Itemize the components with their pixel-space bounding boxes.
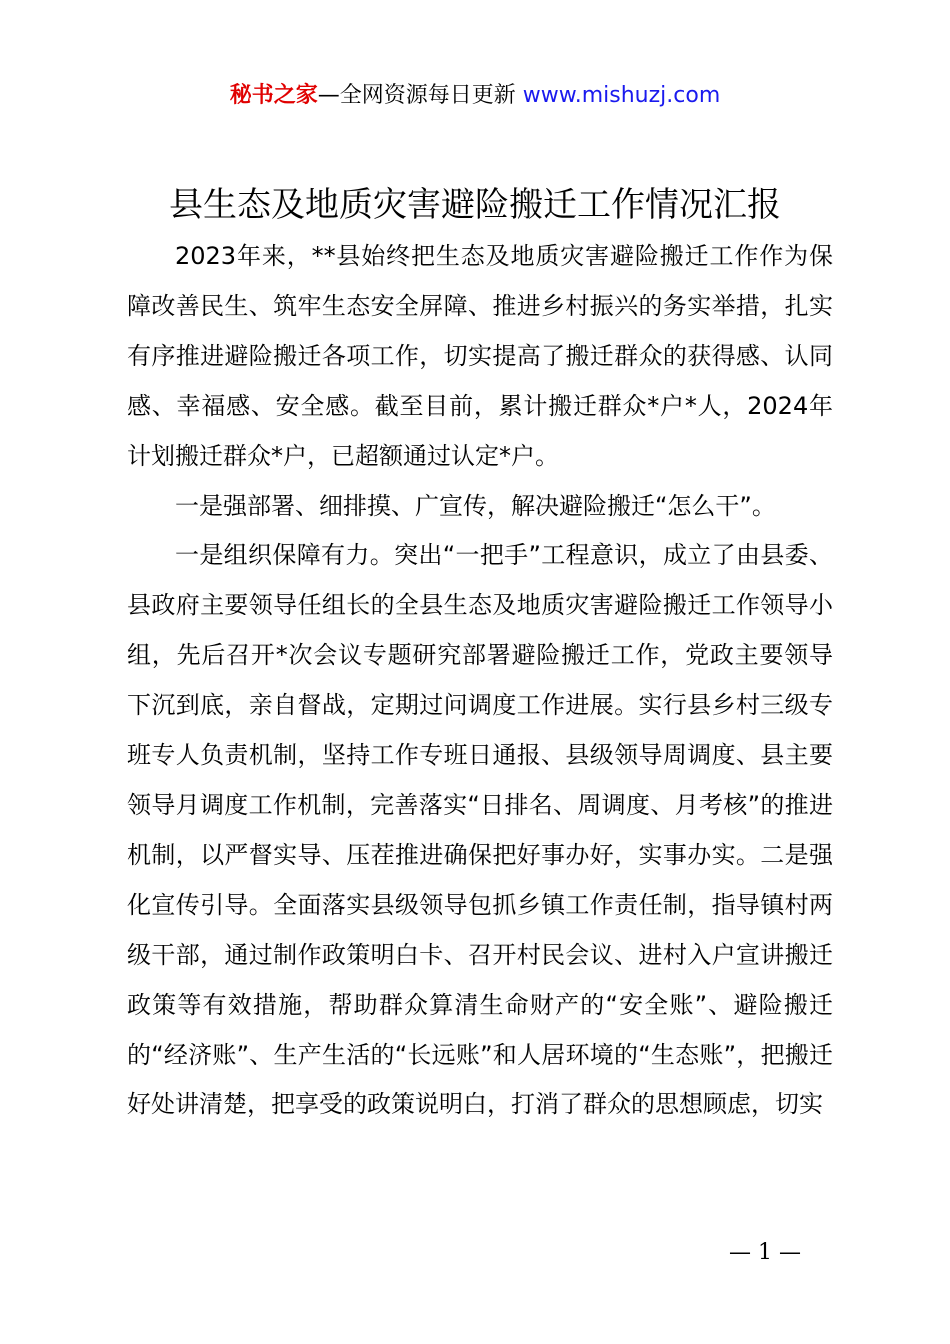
brand-name: 秘书之家 — [229, 83, 318, 108]
page-number: — 1 — — [729, 1240, 801, 1265]
paragraph-intro: 2023年来，**县始终把生态及地质灾害避险搬迁工作作为保障改善民生、筑牢生态安全屏障、推进乡村振兴的务实举措，扎实有序推进避险搬迁各项工作，切实提高了搬迁群众的获得感、认同感、幸福感、安全感。截至目前，累计搬迁群众*户*人，2024年计划搬迁群众*户，已超额通过认定*户。 — [127, 242, 833, 470]
site-header — [0, 80, 950, 112]
document-body — [127, 232, 833, 1130]
paragraph-organization: 一是组织保障有力。突出“一把手”工程意识，成立了由县委、县政府主要领导任组长的全县生态及地质灾害避险搬迁工作领导小组，先后召开*次会议专题研究部署避险搬迁工作，党政主要领导下沉到底，亲自督战，定期过问调度工作进展。实行县乡村三级专班专人负责机制，坚持工作专班日通报、县级领导周调度、县主要领导月调度工作机制，完善落实“日排名、周调度、月考核”的推进机制，以严督实导、压茬推进确保把好事办好，实事办实。二是强化宣传引导。全面落实县级领导包抓乡镇工作责任制，指导镇村两级干部，通过制作政策明白卡、召开村民会议、进村入户宣讲搬迁政策等有效措施，帮助群众算清生命财产的“安全账”、避险搬迁的“经济账”、生产生活的“长远账”和人居环境的“生态账”，把搬迁好处讲清楚，把享受的政策说明白，打消了群众的思想顾虑，切实 — [127, 541, 833, 1119]
site-url-link[interactable]: www.mishuzj.com — [522, 83, 721, 108]
paragraph-section-heading: 一是强部署、细排摸、广宣传，解决避险搬迁“怎么干”。 — [175, 491, 776, 520]
header-tagline: —全网资源每日更新 — [317, 83, 523, 108]
document-title: 县生态及地质灾害避险搬迁工作情况汇报 — [169, 185, 781, 225]
